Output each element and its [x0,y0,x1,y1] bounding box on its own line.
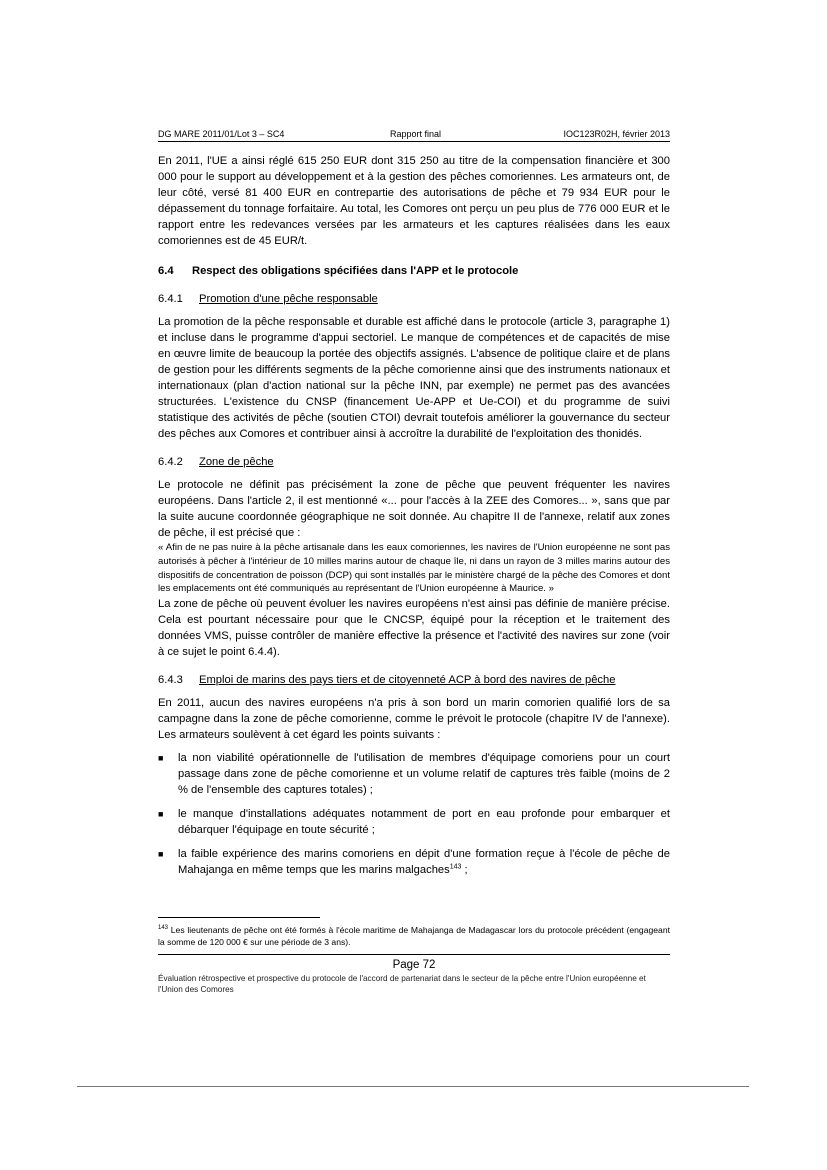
section-title: Respect des obligations spécifiées dans l'APP et le protocole [192,265,519,277]
footnote-reference[interactable]: 143 [449,863,462,871]
subsection-title: Promotion d'une pêche responsable [199,293,378,305]
footnote-text: Les lieutenants de pêche ont été formés à l'école maritime de Mahajanga de Madagascar lors du protocole précédent (engageant la somme de 120 000 € sur une période de 3 ans). [158,925,670,947]
list-item [158,806,670,838]
square-bullet-icon: ■ [158,753,164,764]
list-item [158,750,670,798]
subsection-heading-6-4-2 [158,454,670,470]
subsection-number: 6.4.1 [158,293,183,305]
list-item-text: la faible expérience des marins comoriens en dépit d'une formation reçue à l'école de pêche de Mahajanga en même temps que les marins malgaches [178,848,670,877]
square-bullet-icon: ■ [158,849,164,860]
fishing-zone-conclusion: La zone de pêche où peuvent évoluer les navires européens n'est ainsi pas définie de manière précise. Cela est pourtant nécessaire pour que le CNCSP, équipé pour la réception et le traitement des données VMS, puisse contrôler de manière effective la présence et l'activité des navires sur zone (voir à ce sujet le point 6.4.4). [158,598,670,659]
footer-document-title: Évaluation rétrospective et prospective du protocole de l'accord de partenariat dans le secteur de la pêche entre l'Union européenne et l'Union des Comores [158,974,646,994]
list-item [158,846,670,878]
footnote-separator [158,917,320,918]
list-item-text-with-footnote [178,846,670,878]
section-number: 6.4 [158,265,174,277]
subsection-number: 6.4.3 [158,674,183,687]
page-number: Page 72 [158,954,670,972]
square-bullet-icon: ■ [158,809,164,820]
page-bottom-divider [77,1086,749,1087]
running-header [158,128,670,142]
annex-quote: « Afin de ne pas nuire à la pêche artisanale dans les eaux comoriennes, les navires de l'Union européenne ne sont pas autorisés à pêcher à l'intérieur de 10 milles marins autour de chaque île, ni dans un rayon de 3 milles marins autour des dispositifs de concentration de poisson (DCP) qui sont installés par le ministère chargé de la pêche des Comores et dont les emplacements ont été communiqués au représentant de l'Union européenne à Maurice. » [158,542,670,595]
shipowner-points-list [158,750,670,878]
footnote [158,924,670,948]
header-reference: DG MARE 2011/01/Lot 3 – SC4 [158,129,285,139]
intro-paragraph: En 2011, l'UE a ainsi réglé 615 250 EUR dont 315 250 au titre de la compensation financière et 300 000 pour le support au développement et à la gestion des pêches comoriennes. Les armateurs ont, de leur côté, versé 81 400 EUR en contrepartie des autorisations de pêche et 79 934 EUR pour le dépassement du tonnage forfaitaire. Au total, les Comores ont perçu un peu plus de 776 000 EUR et le rapport entre les redevances versées par les armateurs et les captures réalisées dans les eaux comoriennes est de 45 EUR/t. [158,155,670,247]
body-content [158,153,670,886]
footnote-number: 143 [158,925,169,932]
list-item-text: le manque d'installations adéquates notamment de port en eau profonde pour embarquer et débarquer l'équipage en toute sécurité ; [178,808,670,837]
section-heading-6-4 [158,263,670,279]
subsection-heading-6-4-1 [158,291,670,307]
subsection-title: Zone de pêche [199,456,274,468]
fishing-zone-paragraph: Le protocole ne définit pas précisément la zone de pêche que peuvent fréquenter les navires européens. Dans l'article 2, il est mentionné «... pour l'accès à la ZEE des Comores... », sans que par la suite aucune coordonnée géographique ne soit donnée. Au chapitre II de l'annexe, relatif aux zones de pêche, il est précisé que : [158,479,670,539]
list-item-tail: ; [461,864,468,877]
subsection-title: Emploi de marins des pays tiers et de citoyenneté ACP à bord des navires de pêche [199,674,616,687]
list-item-text: la non viabilité opérationnelle de l'utilisation de membres d'équipage comoriens pour un court passage dans zone de pêche comorienne et un volume relatif de captures très faible (moins de 2 % de l'ensemble des captures totales) ; [178,752,670,797]
header-report-type: Rapport final [390,129,442,139]
subsection-number: 6.4.2 [158,456,183,468]
responsible-fishing-paragraph: La promotion de la pêche responsable et durable est affiché dans le protocole (article 3, paragraphe 1) et incluse dans le programme d'appui sectoriel. Le manque de compétences et de capacités de mise en œuvre limite de beaucoup la portée des objectifs assignés. L'absence de politique claire et de plans de gestion pour les différents segments de la pêche comorienne ainsi que des instruments nationaux et internationaux (plan d'action national sur la pêche INN, par exemple) ne permet pas des avancées structurées. L'existence du CNSP (financement Ue-APP et Ue-COI) et du programme de suivi statistique des activités de pêche (soutien CTOI) devrait toutefois améliorer la gouvernance du secteur des pêches aux Comores et contribuer ainsi à accroître la durabilité de l'exploitation des thonidés. [158,316,670,440]
seamen-employment-paragraph: En 2011, aucun des navires européens n'a pris à son bord un marin comorien qualifié lors de sa campagne dans la zone de pêche comorienne, comme le prévoit le protocole (chapitre IV de l'annexe). Les armateurs soulèvent à cet égard les points suivants : [158,697,670,742]
header-document-code: IOC123R02H, février 2013 [563,129,670,139]
subsection-heading-6-4-3 [158,672,670,688]
